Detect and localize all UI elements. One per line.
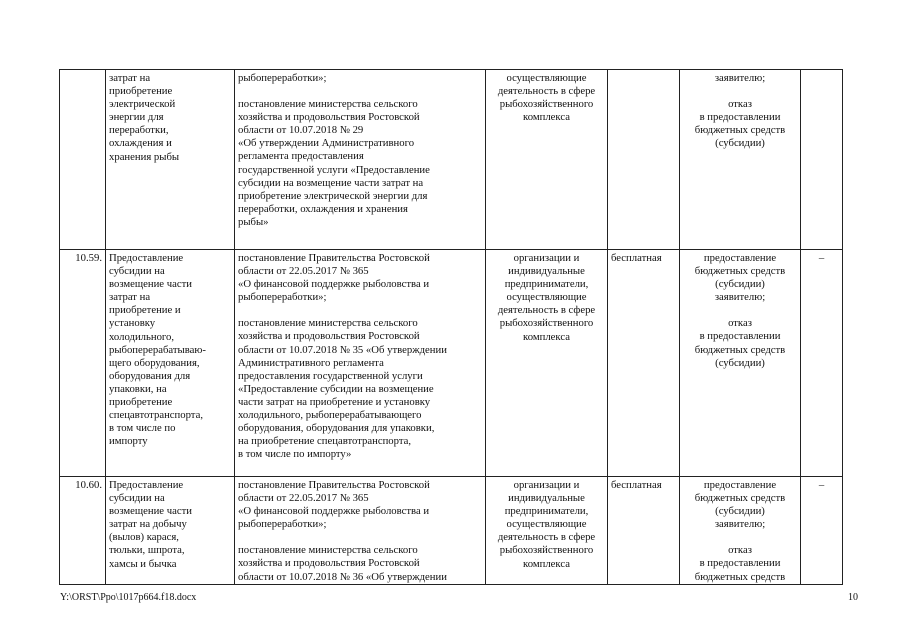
text-line: затрат на <box>109 291 151 304</box>
text-line: постановление министерства сельского <box>238 317 418 330</box>
text-line: Административного регламента <box>238 356 384 369</box>
text-line: холодильного, рыбоперерабатывающего <box>238 409 422 422</box>
text-line: заявителю; <box>714 518 766 531</box>
text-line: в предоставлении <box>699 557 781 570</box>
text-line: рыбохозяйственного <box>499 317 594 330</box>
service-recipients <box>486 250 608 477</box>
service-name <box>106 250 235 477</box>
text-line: в предоставлении <box>699 111 781 124</box>
text-line: приобретение электрической энергии для <box>238 189 428 202</box>
row-number: 10.60. <box>60 477 106 585</box>
text-line: отказ <box>728 317 752 330</box>
table-row <box>60 70 843 250</box>
text-line: на приобретение спецавтотранспорта, <box>238 435 412 448</box>
text-line: регламента предоставления <box>238 150 364 163</box>
text-line: затрат на добычу <box>109 518 187 531</box>
text-line: осуществляющие <box>506 72 587 84</box>
text-line: постановление министерства сельского <box>238 98 418 111</box>
text-line: энергии для <box>109 111 164 124</box>
text-line: предоставления государственной услуги <box>238 369 423 382</box>
text-line: бюджетных средств <box>694 492 786 505</box>
text-line: предоставление <box>703 479 777 491</box>
text-line: постановление Правительства Ростовской <box>238 252 430 264</box>
text-line: субсидии на возмещение части затрат на <box>238 176 424 189</box>
text-line: рыбопереработки»; <box>238 518 327 531</box>
service-result <box>680 477 801 585</box>
text-line: области от 10.07.2018 № 35 «Об утверждении <box>238 343 447 356</box>
text-line: «Предоставление субсидии на возмещение <box>238 382 434 395</box>
legal-basis <box>235 250 486 477</box>
legal-basis <box>235 477 486 585</box>
text-line: предприниматели, <box>504 505 589 518</box>
row-number <box>60 70 106 250</box>
text-line: постановление Правительства Ростовской <box>238 479 430 491</box>
text-line: индивидуальные <box>508 492 585 505</box>
text-line: в том числе по <box>109 422 176 435</box>
text-line: бюджетных средств <box>694 124 786 137</box>
text-line: деятельность в сфере <box>497 304 596 317</box>
text-line: электрической <box>109 98 176 111</box>
text-line: Предоставление <box>109 252 184 264</box>
text-line: бюджетных средств <box>694 343 786 356</box>
service-fee: бесплатная <box>608 477 680 585</box>
service-recipients <box>486 477 608 585</box>
text-line: приобретение <box>109 396 173 409</box>
text-line: спецавтотранспорта, <box>109 409 204 422</box>
text-line: рыбохозяйственного <box>499 98 594 111</box>
service-name <box>106 70 235 250</box>
row-note: – <box>801 250 843 477</box>
text-line: упаковки, на <box>109 382 167 395</box>
text-line: (вылов) карася, <box>109 531 179 544</box>
service-fee <box>608 70 680 250</box>
paragraph-gap <box>238 531 482 544</box>
text-line: рыбоперерабатываю- <box>109 343 206 356</box>
table-row <box>60 250 843 477</box>
text-line: области от 22.05.2017 № 365 <box>238 492 369 505</box>
paragraph-gap <box>238 85 482 98</box>
text-line: деятельность в сфере <box>497 531 596 544</box>
text-line: предприниматели, <box>504 278 589 291</box>
text-line: организации и <box>513 252 580 264</box>
service-name <box>106 477 235 585</box>
text-line: импорту <box>109 435 148 448</box>
text-line: переработки, охлаждения и хранения <box>238 202 408 215</box>
row-number: 10.59. <box>60 250 106 477</box>
text-line: переработки, <box>109 124 169 137</box>
text-line: организации и <box>513 479 580 491</box>
paragraph-gap <box>683 304 797 317</box>
text-line: затрат на <box>109 72 151 84</box>
text-line: области от 22.05.2017 № 365 <box>238 265 369 278</box>
text-line: осуществляющие <box>506 518 587 531</box>
text-line: комплекса <box>523 557 570 570</box>
text-line: рыбопереработки»; <box>238 72 327 84</box>
text-line: в предоставлении <box>699 330 781 343</box>
text-line: «Об утверждении Административного <box>238 137 415 150</box>
text-line: части затрат на приобретение и установку <box>238 395 431 408</box>
text-line: деятельность в сфере <box>497 85 596 98</box>
text-line: тюльки, шпрота, <box>109 544 185 557</box>
text-line: комплекса <box>523 111 570 124</box>
text-line: щего оборудования, <box>109 356 200 369</box>
text-line: возмещение части <box>109 505 192 518</box>
text-line: рыбы» <box>238 215 269 228</box>
text-line: субсидии на <box>109 492 165 505</box>
text-line: рыбохозяйственного <box>499 544 594 557</box>
text-line: постановление министерства сельского <box>238 544 418 557</box>
text-line: (субсидии) <box>715 505 765 518</box>
table-row <box>60 477 843 585</box>
text-line: холодильного, <box>109 330 175 343</box>
text-line: предоставление <box>703 252 777 264</box>
text-line: хранения рыбы <box>109 150 180 163</box>
text-line: (субсидии) <box>715 137 765 150</box>
service-result <box>680 250 801 477</box>
text-line: бюджетных средств <box>694 570 786 583</box>
services-table <box>59 69 843 585</box>
text-line: охлаждения и <box>109 137 172 150</box>
text-line: заявителю; <box>714 72 766 84</box>
text-line: заявителю; <box>714 291 766 304</box>
row-note <box>801 70 843 250</box>
text-line: отказ <box>728 544 752 557</box>
text-line: области от 10.07.2018 № 36 «Об утверждении <box>238 570 447 583</box>
text-line: Предоставление <box>109 479 184 491</box>
paragraph-gap <box>683 85 797 98</box>
text-line: осуществляющие <box>506 291 587 304</box>
text-line: области от 10.07.2018 № 29 <box>238 124 364 137</box>
text-line: (субсидии) <box>715 356 765 369</box>
footer-page-number: 10 <box>848 592 858 603</box>
text-line: «О финансовой поддержке рыболовства и <box>238 278 430 291</box>
service-recipients <box>486 70 608 250</box>
text-line: рыбопереработки»; <box>238 291 327 304</box>
text-line: (субсидии) <box>715 278 765 291</box>
text-line: приобретение <box>109 85 173 98</box>
row-note: – <box>801 477 843 585</box>
text-line: субсидии на <box>109 265 165 278</box>
paragraph-gap <box>683 531 797 544</box>
text-line: индивидуальные <box>508 265 585 278</box>
text-line: государственной услуги «Предоставление <box>238 163 430 176</box>
service-fee: бесплатная <box>608 250 680 477</box>
text-line: возмещение части <box>109 278 192 291</box>
text-line: хозяйства и продовольствия Ростовской <box>238 111 420 124</box>
text-line: хозяйства и продовольствия Ростовской <box>238 330 420 343</box>
legal-basis <box>235 70 486 250</box>
service-result <box>680 70 801 250</box>
text-line: оборудования для <box>109 369 191 382</box>
text-line: отказ <box>728 98 752 111</box>
footer-file-path: Y:\ORST\Ppo\1017p664.f18.docx <box>60 592 197 603</box>
text-line: приобретение и <box>109 304 181 317</box>
text-line: «О финансовой поддержке рыболовства и <box>238 505 430 518</box>
text-line: оборудования, оборудования для упаковки, <box>238 422 435 435</box>
text-line: хамсы и бычка <box>109 557 177 570</box>
text-line: установку <box>109 317 156 330</box>
text-line: бюджетных средств <box>694 265 786 278</box>
text-line: хозяйства и продовольствия Ростовской <box>238 557 420 570</box>
text-line: в том числе по импорту» <box>238 448 352 461</box>
text-line: комплекса <box>523 330 570 343</box>
paragraph-gap <box>238 304 482 317</box>
